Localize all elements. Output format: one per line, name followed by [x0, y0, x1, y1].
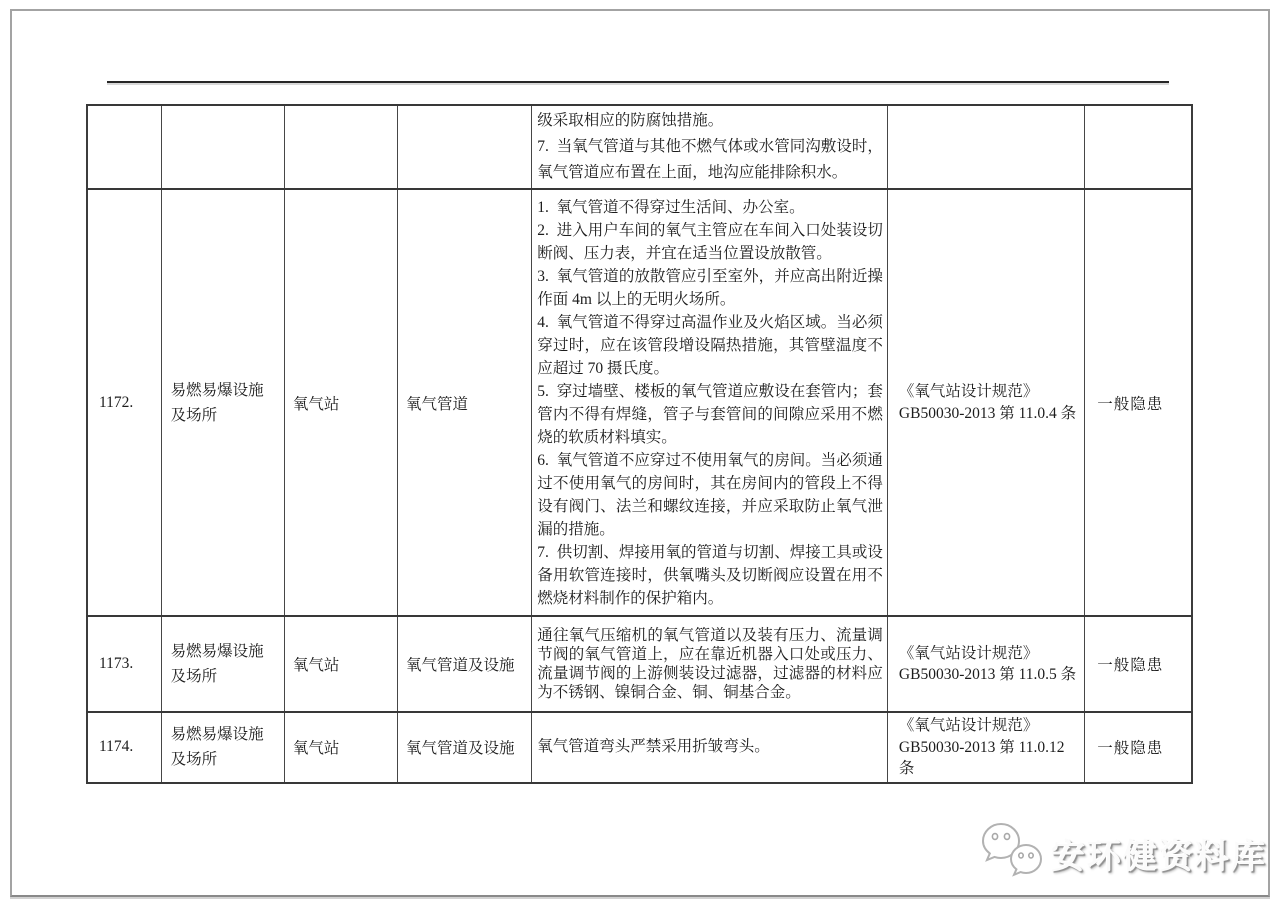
hazard-checklist-table: [86, 104, 1193, 784]
basis-line: 《氧气站设计规范》: [898, 644, 1039, 662]
part-cell: 氧气管道: [398, 189, 532, 616]
description-cell: [532, 189, 888, 616]
basis-line: GB50030-2013 第 11.0.4 条: [898, 404, 1077, 422]
part-cell: 氧气管道及设施: [398, 712, 532, 783]
category-cell: 易燃易爆设施及场所: [161, 712, 284, 783]
table-row-continuation: [87, 105, 1192, 189]
description-paragraph: 7. 当氧气管道与其他不燃气体或水管同沟敷设时，氧气管道应布置在上面，地沟应能排除积水。: [537, 138, 883, 181]
basis-line: GB50030-2013 第 11.0.5 条: [898, 666, 1077, 683]
description-paragraph: 1. 氧气管道不得穿过生活间、办公室。: [537, 198, 805, 216]
basis-line: GB50030-2013 第 11.0.12: [898, 738, 1065, 756]
wechat-icon: [981, 822, 1043, 885]
category-cell: 易燃易爆设施及场所: [161, 616, 284, 712]
row-number-cell: 1172.: [87, 189, 161, 616]
basis-cell: [887, 616, 1084, 712]
place-cell: 氧气站: [284, 189, 397, 616]
category-cell: 易燃易爆设施及场所: [161, 189, 284, 616]
place-cell: 氧气站: [284, 616, 397, 712]
description-paragraph: 4. 氧气管道不得穿过高温作业及火焰区域。当必须穿过时，应在该管段增设隔热措施，其管壁温度不应超过 70 摄氏度。: [537, 313, 883, 377]
basis-cell: [887, 712, 1084, 783]
row-number-cell: 1174.: [87, 712, 161, 783]
level-cell: 一般隐患: [1085, 189, 1192, 616]
level-cell: 一般隐患: [1085, 712, 1192, 783]
description-paragraph: 6. 氧气管道不应穿过不使用氧气的房间。当必须通过不使用氧气的房间时，其在房间内的管段上不得设有阀门、法兰和螺纹连接，并应采取防止氧气泄漏的措施。: [537, 451, 883, 538]
part-cell: [398, 105, 532, 189]
description-paragraph: 7. 供切割、焊接用氧的管道与切割、焊接工具或设备用软管连接时，供氧嘴头及切断阀应设置在用不燃烧材料制作的保护箱内。: [537, 543, 883, 607]
page-header-rule: [107, 81, 1169, 83]
category-cell: [161, 105, 284, 189]
place-cell: [284, 105, 397, 189]
table-row-1174: [87, 712, 1192, 783]
description-cell: [532, 105, 888, 189]
basis-line: 《氧气站设计规范》: [898, 717, 1039, 734]
row-number-cell: [87, 105, 161, 189]
description-paragraph: 级采取相应的防腐蚀措施。: [537, 112, 724, 129]
table-row-1173: [87, 616, 1192, 712]
description-paragraph: 3. 氧气管道的放散管应引至室外，并应高出附近操作面 4m 以上的无明火场所。: [537, 267, 883, 308]
description-cell: [532, 712, 888, 783]
basis-cell: [887, 105, 1084, 189]
basis-cell: [887, 189, 1084, 616]
description-paragraph: 通往氧气压缩机的氧气管道以及装有压力、流量调节阀的氧气管道上，应在靠近机器入口处或压力、流量调节阀的上游侧装设过滤器，过滤器的材料应为不锈钢、镍铜合金、铜、铜基合金。: [537, 627, 883, 701]
place-cell: 氧气站: [284, 712, 397, 783]
part-cell: 氧气管道及设施: [398, 616, 532, 712]
watermark: [981, 820, 1267, 886]
description-paragraph: 5. 穿过墙壁、楼板的氧气管道应敷设在套管内；套管内不得有焊缝，管子与套管间的间隙应采用不燃烧的软质材料填实。: [537, 382, 883, 446]
watermark-text: 安环健资料库: [1051, 838, 1267, 876]
level-cell: 一般隐患: [1085, 616, 1192, 712]
level-cell: [1085, 105, 1192, 189]
table-row-1172: [87, 189, 1192, 616]
description-paragraph: 氧气管道弯头严禁采用折皱弯头。: [537, 738, 770, 756]
basis-line: 条: [898, 760, 915, 777]
description-cell: [532, 616, 888, 712]
basis-line: 《氧气站设计规范》: [898, 383, 1039, 400]
row-number-cell: 1173.: [87, 616, 161, 712]
description-paragraph: 2. 进入用户车间的氧气主管应在车间入口处装设切断阀、压力表，并宜在适当位置设放散管。: [537, 221, 883, 262]
